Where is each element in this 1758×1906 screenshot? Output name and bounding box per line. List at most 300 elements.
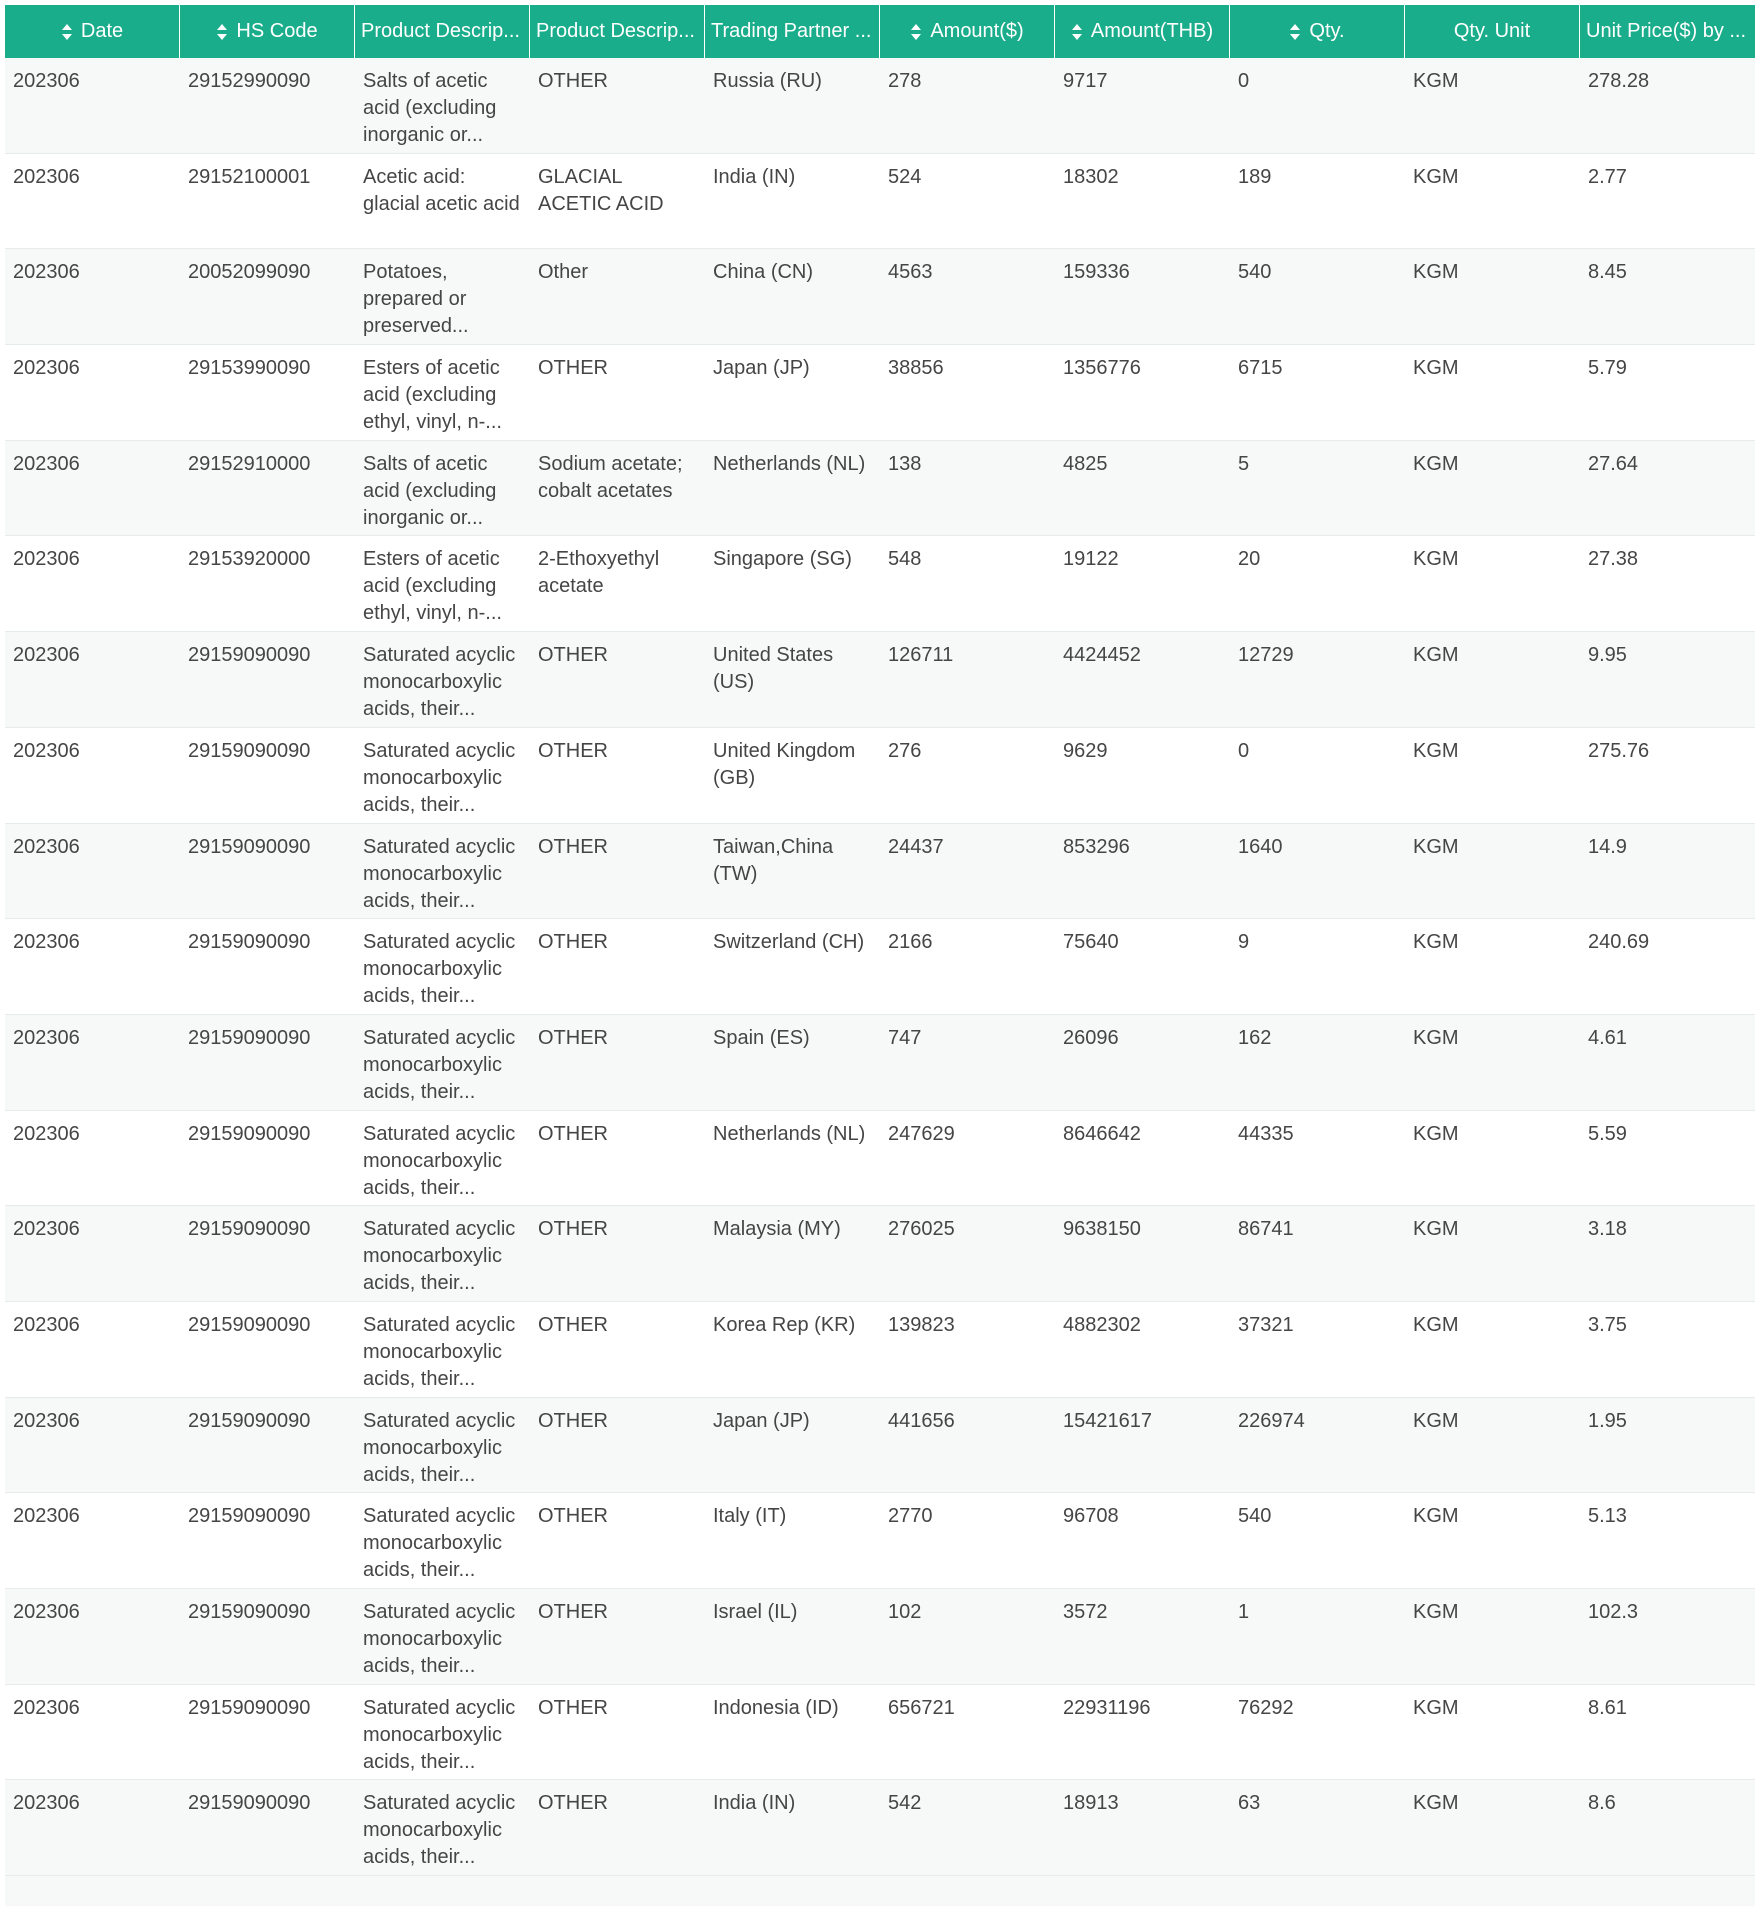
col-product-desc-2-cell <box>530 728 705 823</box>
col-date-value: 202306 <box>13 739 80 762</box>
col-amount-usd-value: 548 <box>888 548 922 571</box>
col-qty-unit-cell <box>1405 1015 1580 1110</box>
col-qty-unit-cell <box>1405 1206 1580 1301</box>
col-trading-partner-value: Korea Rep (KR) <box>713 1313 856 1336</box>
col-product-desc-1-cell <box>355 1206 530 1301</box>
col-qty-unit-cell <box>1405 632 1580 727</box>
col-hs-code-cell <box>180 1493 355 1588</box>
col-date-cell <box>5 1589 180 1684</box>
col-date-value: 202306 <box>13 548 80 571</box>
col-unit-price-value: 27.38 <box>1588 548 1639 571</box>
col-amount-thb-value: 1356776 <box>1063 357 1141 380</box>
header-label: Product Descrip... <box>361 20 520 42</box>
col-hs-code-value: 29159090090 <box>188 1696 311 1719</box>
sort-icon[interactable] <box>910 23 922 41</box>
col-qty-unit-cell <box>1405 1589 1580 1684</box>
sort-icon[interactable] <box>1071 23 1083 41</box>
col-trading-partner-value: Taiwan,China (TW) <box>713 835 834 885</box>
col-qty-unit-value: KGM <box>1413 1026 1459 1049</box>
col-date-cell <box>5 1206 180 1301</box>
col-date-cell <box>5 1302 180 1397</box>
col-amount-usd-value: 524 <box>888 165 922 188</box>
col-amount-thb-value: 9629 <box>1063 739 1108 762</box>
col-qty-unit-value: KGM <box>1413 1218 1459 1241</box>
col-qty-unit-cell <box>1405 58 1580 153</box>
table-row <box>5 824 1755 920</box>
col-unit-price-value: 5.13 <box>1588 1505 1627 1528</box>
col-product-desc-2-header <box>530 5 705 58</box>
col-date-value: 202306 <box>13 1122 80 1145</box>
col-hs-code-cell <box>180 249 355 344</box>
col-product-desc-2-cell <box>530 1015 705 1110</box>
col-date-value: 202306 <box>13 1313 80 1336</box>
col-amount-usd-cell <box>880 728 1055 823</box>
col-amount-usd-value: 139823 <box>888 1313 955 1336</box>
col-date-value: 202306 <box>13 70 80 92</box>
col-amount-usd-value: 656721 <box>888 1696 955 1719</box>
col-qty-unit-value: KGM <box>1413 70 1459 92</box>
col-amount-thb-cell <box>1055 1685 1230 1780</box>
col-product-desc-2-cell <box>530 441 705 536</box>
col-product-desc-1-value: Saturated acyclic monocarboxylic acids, their... <box>363 1792 516 1869</box>
header-label: HS Code <box>236 20 318 42</box>
table-row <box>5 1398 1755 1494</box>
col-product-desc-2-value: OTHER <box>538 931 608 954</box>
col-amount-thb-cell <box>1055 536 1230 631</box>
col-product-desc-1-value: Saturated acyclic monocarboxylic acids, their... <box>363 835 516 912</box>
col-amount-thb-cell <box>1055 1302 1230 1397</box>
col-amount-usd-header[interactable] <box>880 5 1055 58</box>
col-unit-price-cell <box>1580 632 1755 727</box>
table-row <box>5 1015 1755 1111</box>
col-trading-partner-value: Malaysia (MY) <box>713 1218 841 1241</box>
col-product-desc-2-value: OTHER <box>538 1409 608 1432</box>
col-qty-value: 44335 <box>1238 1122 1294 1145</box>
col-date-cell <box>5 154 180 249</box>
col-product-desc-1-cell <box>355 1111 530 1206</box>
col-amount-thb-value: 4424452 <box>1063 644 1141 667</box>
header-label: Qty. <box>1309 20 1345 42</box>
col-qty-unit-value: KGM <box>1413 1122 1459 1145</box>
col-product-desc-1-cell <box>355 1302 530 1397</box>
col-amount-usd-cell <box>880 919 1055 1014</box>
col-unit-price-cell <box>1580 1302 1755 1397</box>
sort-icon[interactable] <box>61 23 73 41</box>
col-unit-price-value: 1.95 <box>1588 1409 1627 1432</box>
col-date-cell <box>5 1015 180 1110</box>
col-unit-price-value: 8.45 <box>1588 261 1627 284</box>
col-qty-value: 6715 <box>1238 357 1283 380</box>
col-product-desc-1-value: Acetic acid: glacial acetic acid <box>363 165 520 215</box>
col-product-desc-2-cell <box>530 1398 705 1493</box>
col-qty-unit-value: KGM <box>1413 548 1459 571</box>
col-amount-usd-cell <box>880 1206 1055 1301</box>
col-trading-partner-cell <box>705 1302 880 1397</box>
col-trading-partner-cell <box>705 1589 880 1684</box>
col-hs-code-value: 29153920000 <box>188 548 311 571</box>
col-hs-code-cell <box>180 345 355 440</box>
col-trading-partner-value: United States (US) <box>713 644 834 694</box>
col-trading-partner-cell <box>705 632 880 727</box>
col-hs-code-value: 20052099090 <box>188 261 311 284</box>
col-unit-price-cell <box>1580 824 1755 919</box>
col-amount-usd-cell <box>880 1685 1055 1780</box>
col-trading-partner-value: Indonesia (ID) <box>713 1696 839 1719</box>
col-hs-code-cell <box>180 1685 355 1780</box>
col-hs-code-cell <box>180 58 355 153</box>
col-qty-header[interactable] <box>1230 5 1405 58</box>
col-amount-usd-value: 2770 <box>888 1505 933 1528</box>
col-date-cell <box>5 1685 180 1780</box>
col-unit-price-cell <box>1580 1493 1755 1588</box>
col-product-desc-1-value: Saturated acyclic monocarboxylic acids, their... <box>363 931 516 1008</box>
col-trading-partner-value: Netherlands (NL) <box>713 1122 866 1145</box>
col-unit-price-cell <box>1580 1398 1755 1493</box>
col-unit-price-value: 4.61 <box>1588 1026 1627 1049</box>
col-amount-usd-cell <box>880 824 1055 919</box>
col-amount-thb-value: 4825 <box>1063 452 1108 475</box>
col-qty-value: 76292 <box>1238 1696 1294 1719</box>
col-amount-thb-cell <box>1055 1493 1230 1588</box>
col-product-desc-1-cell <box>355 1780 530 1875</box>
col-qty-cell <box>1230 1206 1405 1301</box>
col-product-desc-1-cell <box>355 58 530 153</box>
col-hs-code-header[interactable] <box>180 5 355 58</box>
col-product-desc-1-value: Saturated acyclic monocarboxylic acids, their... <box>363 1409 516 1486</box>
col-date-cell <box>5 824 180 919</box>
col-unit-price-value: 8.6 <box>1588 1792 1616 1815</box>
col-hs-code-value: 29159090090 <box>188 1409 311 1432</box>
col-product-desc-1-value: Saturated acyclic monocarboxylic acids, their... <box>363 1696 516 1773</box>
header-label: Product Descrip... <box>536 20 695 42</box>
col-qty-unit-cell <box>1405 1302 1580 1397</box>
col-qty-unit-cell <box>1405 1685 1580 1780</box>
col-hs-code-value: 29159090090 <box>188 931 311 954</box>
col-date-cell <box>5 1780 180 1875</box>
col-qty-unit-value: KGM <box>1413 644 1459 667</box>
table-row <box>5 1302 1755 1398</box>
col-product-desc-2-value: Other <box>538 261 589 284</box>
col-trading-partner-value: Russia (RU) <box>713 70 822 92</box>
col-trading-partner-cell <box>705 1493 880 1588</box>
trade-data-table <box>5 5 1755 1906</box>
col-amount-usd-value: 441656 <box>888 1409 955 1432</box>
col-product-desc-2-cell <box>530 824 705 919</box>
col-amount-thb-cell <box>1055 345 1230 440</box>
col-hs-code-value: 29159090090 <box>188 1792 311 1815</box>
col-amount-usd-value: 38856 <box>888 357 944 380</box>
col-qty-value: 0 <box>1238 70 1250 92</box>
col-amount-usd-cell <box>880 58 1055 153</box>
col-product-desc-2-cell <box>530 1589 705 1684</box>
col-amount-usd-value: 2166 <box>888 931 933 954</box>
col-qty-unit-value: KGM <box>1413 1601 1459 1623</box>
col-trading-partner-cell <box>705 1015 880 1110</box>
table-row <box>5 154 1755 250</box>
col-trading-partner-cell <box>705 1398 880 1493</box>
col-unit-price-value: 5.59 <box>1588 1122 1627 1145</box>
col-product-desc-1-value: Potatoes, prepared or preserved... <box>363 261 469 338</box>
col-amount-thb-cell <box>1055 441 1230 536</box>
col-hs-code-cell <box>180 1302 355 1397</box>
table-row <box>5 728 1755 824</box>
col-hs-code-value: 29153990090 <box>188 357 311 380</box>
table-row <box>5 536 1755 632</box>
col-hs-code-cell <box>180 1398 355 1493</box>
col-product-desc-2-cell <box>530 632 705 727</box>
col-amount-usd-cell <box>880 1398 1055 1493</box>
col-unit-price-value: 3.75 <box>1588 1313 1627 1336</box>
col-hs-code-value: 29152100001 <box>188 165 311 188</box>
col-qty-value: 86741 <box>1238 1218 1294 1241</box>
col-amount-usd-value: 276025 <box>888 1218 955 1241</box>
col-hs-code-value: 29159090090 <box>188 835 311 858</box>
col-amount-thb-value: 3572 <box>1063 1601 1108 1623</box>
col-qty-value: 0 <box>1238 739 1250 762</box>
col-date-cell <box>5 536 180 631</box>
col-product-desc-2-cell <box>530 1206 705 1301</box>
col-unit-price-cell <box>1580 1111 1755 1206</box>
col-hs-code-cell <box>180 154 355 249</box>
col-product-desc-1-cell <box>355 536 530 631</box>
col-date-cell <box>5 441 180 536</box>
col-product-desc-1-value: Saturated acyclic monocarboxylic acids, their... <box>363 1601 516 1677</box>
table-row <box>5 441 1755 537</box>
col-unit-price-cell <box>1580 441 1755 536</box>
col-amount-usd-value: 747 <box>888 1026 922 1049</box>
col-date-value: 202306 <box>13 1792 80 1815</box>
col-date-cell <box>5 919 180 1014</box>
col-qty-cell <box>1230 1685 1405 1780</box>
col-product-desc-1-cell <box>355 441 530 536</box>
col-qty-cell <box>1230 1493 1405 1588</box>
col-unit-price-header <box>1580 5 1755 58</box>
col-trading-partner-value: India (IN) <box>713 1792 796 1815</box>
col-product-desc-2-cell <box>530 249 705 344</box>
col-qty-cell <box>1230 1302 1405 1397</box>
col-hs-code-value: 29159090090 <box>188 1601 311 1623</box>
col-amount-usd-cell <box>880 1780 1055 1875</box>
col-date-value: 202306 <box>13 452 80 475</box>
col-product-desc-1-cell <box>355 919 530 1014</box>
col-trading-partner-cell <box>705 536 880 631</box>
table-header <box>5 5 1755 58</box>
col-amount-thb-cell <box>1055 1206 1230 1301</box>
col-unit-price-value: 9.95 <box>1588 644 1627 667</box>
col-trading-partner-value: Italy (IT) <box>713 1505 787 1528</box>
col-qty-unit-value: KGM <box>1413 931 1459 954</box>
sort-icon[interactable] <box>216 23 228 41</box>
col-trading-partner-cell <box>705 154 880 249</box>
col-product-desc-2-value: OTHER <box>538 1601 608 1623</box>
col-qty-unit-value: KGM <box>1413 452 1459 475</box>
col-product-desc-1-value: Esters of acetic acid (excluding ethyl, vinyl, n-... <box>363 357 502 434</box>
col-unit-price-cell <box>1580 919 1755 1014</box>
col-qty-unit-cell <box>1405 441 1580 536</box>
table-row <box>5 58 1755 154</box>
col-unit-price-cell <box>1580 536 1755 631</box>
col-amount-thb-value: 75640 <box>1063 931 1119 954</box>
col-trading-partner-value: India (IN) <box>713 165 796 188</box>
col-qty-unit-header <box>1405 5 1580 58</box>
col-product-desc-1-value: Saturated acyclic monocarboxylic acids, their... <box>363 1313 516 1390</box>
col-qty-value: 63 <box>1238 1792 1261 1815</box>
col-product-desc-2-value: 2-Ethoxyethyl acetate <box>538 548 660 598</box>
col-unit-price-value: 27.64 <box>1588 452 1639 475</box>
col-qty-value: 226974 <box>1238 1409 1305 1432</box>
col-product-desc-2-value: OTHER <box>538 739 608 762</box>
col-qty-cell <box>1230 1398 1405 1493</box>
col-hs-code-value: 29159090090 <box>188 1313 311 1336</box>
col-date-value: 202306 <box>13 357 80 380</box>
col-date-cell <box>5 249 180 344</box>
table-row <box>5 1589 1755 1685</box>
col-product-desc-1-value: Saturated acyclic monocarboxylic acids, their... <box>363 644 516 721</box>
col-amount-usd-value: 24437 <box>888 835 944 858</box>
col-qty-value: 9 <box>1238 931 1250 954</box>
table-body <box>5 58 1755 1876</box>
col-trading-partner-cell <box>705 1111 880 1206</box>
col-qty-cell <box>1230 441 1405 536</box>
col-qty-unit-cell <box>1405 154 1580 249</box>
col-amount-thb-cell <box>1055 1111 1230 1206</box>
col-unit-price-cell <box>1580 154 1755 249</box>
col-trading-partner-cell <box>705 345 880 440</box>
col-product-desc-2-cell <box>530 1685 705 1780</box>
col-unit-price-value: 3.18 <box>1588 1218 1627 1241</box>
col-product-desc-2-cell <box>530 154 705 249</box>
col-amount-thb-header[interactable] <box>1055 5 1230 58</box>
col-product-desc-1-value: Salts of acetic acid (excluding inorganic or... <box>363 70 497 146</box>
col-date-value: 202306 <box>13 1409 80 1432</box>
col-hs-code-value: 29159090090 <box>188 1218 311 1241</box>
col-unit-price-cell <box>1580 1015 1755 1110</box>
col-product-desc-1-cell <box>355 728 530 823</box>
col-date-value: 202306 <box>13 261 80 284</box>
col-qty-unit-value: KGM <box>1413 1505 1459 1528</box>
col-hs-code-cell <box>180 1589 355 1684</box>
col-hs-code-value: 29159090090 <box>188 739 311 762</box>
col-qty-cell <box>1230 249 1405 344</box>
col-amount-usd-value: 102 <box>888 1601 922 1623</box>
col-trading-partner-cell <box>705 1685 880 1780</box>
col-unit-price-cell <box>1580 345 1755 440</box>
col-unit-price-value: 102.3 <box>1588 1601 1639 1623</box>
col-hs-code-value: 29159090090 <box>188 1122 311 1145</box>
col-amount-thb-value: 159336 <box>1063 261 1130 284</box>
col-product-desc-2-cell <box>530 919 705 1014</box>
col-qty-cell <box>1230 728 1405 823</box>
col-amount-thb-cell <box>1055 728 1230 823</box>
col-date-value: 202306 <box>13 1505 80 1528</box>
col-product-desc-1-cell <box>355 824 530 919</box>
col-qty-unit-value: KGM <box>1413 739 1459 762</box>
col-product-desc-2-value: OTHER <box>538 644 608 667</box>
col-trading-partner-value: Israel (IL) <box>713 1601 798 1623</box>
col-qty-unit-value: KGM <box>1413 1313 1459 1336</box>
col-date-value: 202306 <box>13 1026 80 1049</box>
col-qty-unit-cell <box>1405 1493 1580 1588</box>
col-product-desc-1-cell <box>355 632 530 727</box>
header-label: Amount($) <box>930 20 1024 42</box>
col-trading-partner-value: Singapore (SG) <box>713 548 852 571</box>
col-qty-unit-value: KGM <box>1413 357 1459 380</box>
table-row <box>5 1206 1755 1302</box>
col-amount-thb-cell <box>1055 824 1230 919</box>
col-amount-thb-cell <box>1055 58 1230 153</box>
col-date-cell <box>5 1493 180 1588</box>
col-amount-thb-cell <box>1055 249 1230 344</box>
col-qty-unit-value: KGM <box>1413 165 1459 188</box>
col-trading-partner-cell <box>705 1780 880 1875</box>
col-amount-thb-value: 8646642 <box>1063 1122 1141 1145</box>
col-unit-price-value: 8.61 <box>1588 1696 1627 1719</box>
col-trading-partner-value: Switzerland (CH) <box>713 931 865 954</box>
header-label: Trading Partner ... <box>711 20 872 42</box>
col-trading-partner-value: Japan (JP) <box>713 357 810 380</box>
col-qty-value: 540 <box>1238 261 1272 284</box>
col-product-desc-1-cell <box>355 249 530 344</box>
col-hs-code-cell <box>180 1111 355 1206</box>
col-qty-cell <box>1230 1780 1405 1875</box>
col-qty-cell <box>1230 1589 1405 1684</box>
col-qty-unit-cell <box>1405 919 1580 1014</box>
col-product-desc-1-cell <box>355 1589 530 1684</box>
col-hs-code-cell <box>180 1015 355 1110</box>
col-date-cell <box>5 1111 180 1206</box>
col-trading-partner-value: Spain (ES) <box>713 1026 810 1049</box>
col-unit-price-cell <box>1580 1206 1755 1301</box>
col-amount-thb-value: 9717 <box>1063 70 1108 92</box>
col-qty-cell <box>1230 632 1405 727</box>
col-hs-code-cell <box>180 632 355 727</box>
table-row <box>5 1493 1755 1589</box>
col-amount-usd-cell <box>880 1589 1055 1684</box>
col-date-value: 202306 <box>13 835 80 858</box>
table-row <box>5 919 1755 1015</box>
col-amount-usd-value: 247629 <box>888 1122 955 1145</box>
col-product-desc-1-cell <box>355 1015 530 1110</box>
col-trading-partner-cell <box>705 249 880 344</box>
col-qty-cell <box>1230 1015 1405 1110</box>
table-row <box>5 249 1755 345</box>
col-hs-code-cell <box>180 1780 355 1875</box>
col-amount-thb-value: 9638150 <box>1063 1218 1141 1241</box>
col-qty-cell <box>1230 536 1405 631</box>
col-date-header[interactable] <box>5 5 180 58</box>
col-qty-value: 189 <box>1238 165 1272 188</box>
col-qty-unit-value: KGM <box>1413 1696 1459 1719</box>
col-amount-usd-cell <box>880 536 1055 631</box>
col-hs-code-cell <box>180 1206 355 1301</box>
col-trading-partner-value: Netherlands (NL) <box>713 452 866 475</box>
sort-icon[interactable] <box>1289 23 1301 41</box>
col-product-desc-1-value: Saturated acyclic monocarboxylic acids, their... <box>363 1505 516 1582</box>
col-date-value: 202306 <box>13 1601 80 1623</box>
col-qty-unit-cell <box>1405 1780 1580 1875</box>
col-qty-value: 1 <box>1238 1601 1250 1623</box>
col-product-desc-2-value: OTHER <box>538 835 608 858</box>
col-hs-code-cell <box>180 728 355 823</box>
col-qty-unit-cell <box>1405 1398 1580 1493</box>
col-amount-thb-value: 15421617 <box>1063 1409 1152 1432</box>
col-amount-thb-cell <box>1055 1589 1230 1684</box>
col-amount-thb-value: 18913 <box>1063 1792 1119 1815</box>
col-amount-usd-cell <box>880 1015 1055 1110</box>
col-product-desc-2-value: OTHER <box>538 1122 608 1145</box>
col-product-desc-1-header <box>355 5 530 58</box>
col-date-value: 202306 <box>13 931 80 954</box>
